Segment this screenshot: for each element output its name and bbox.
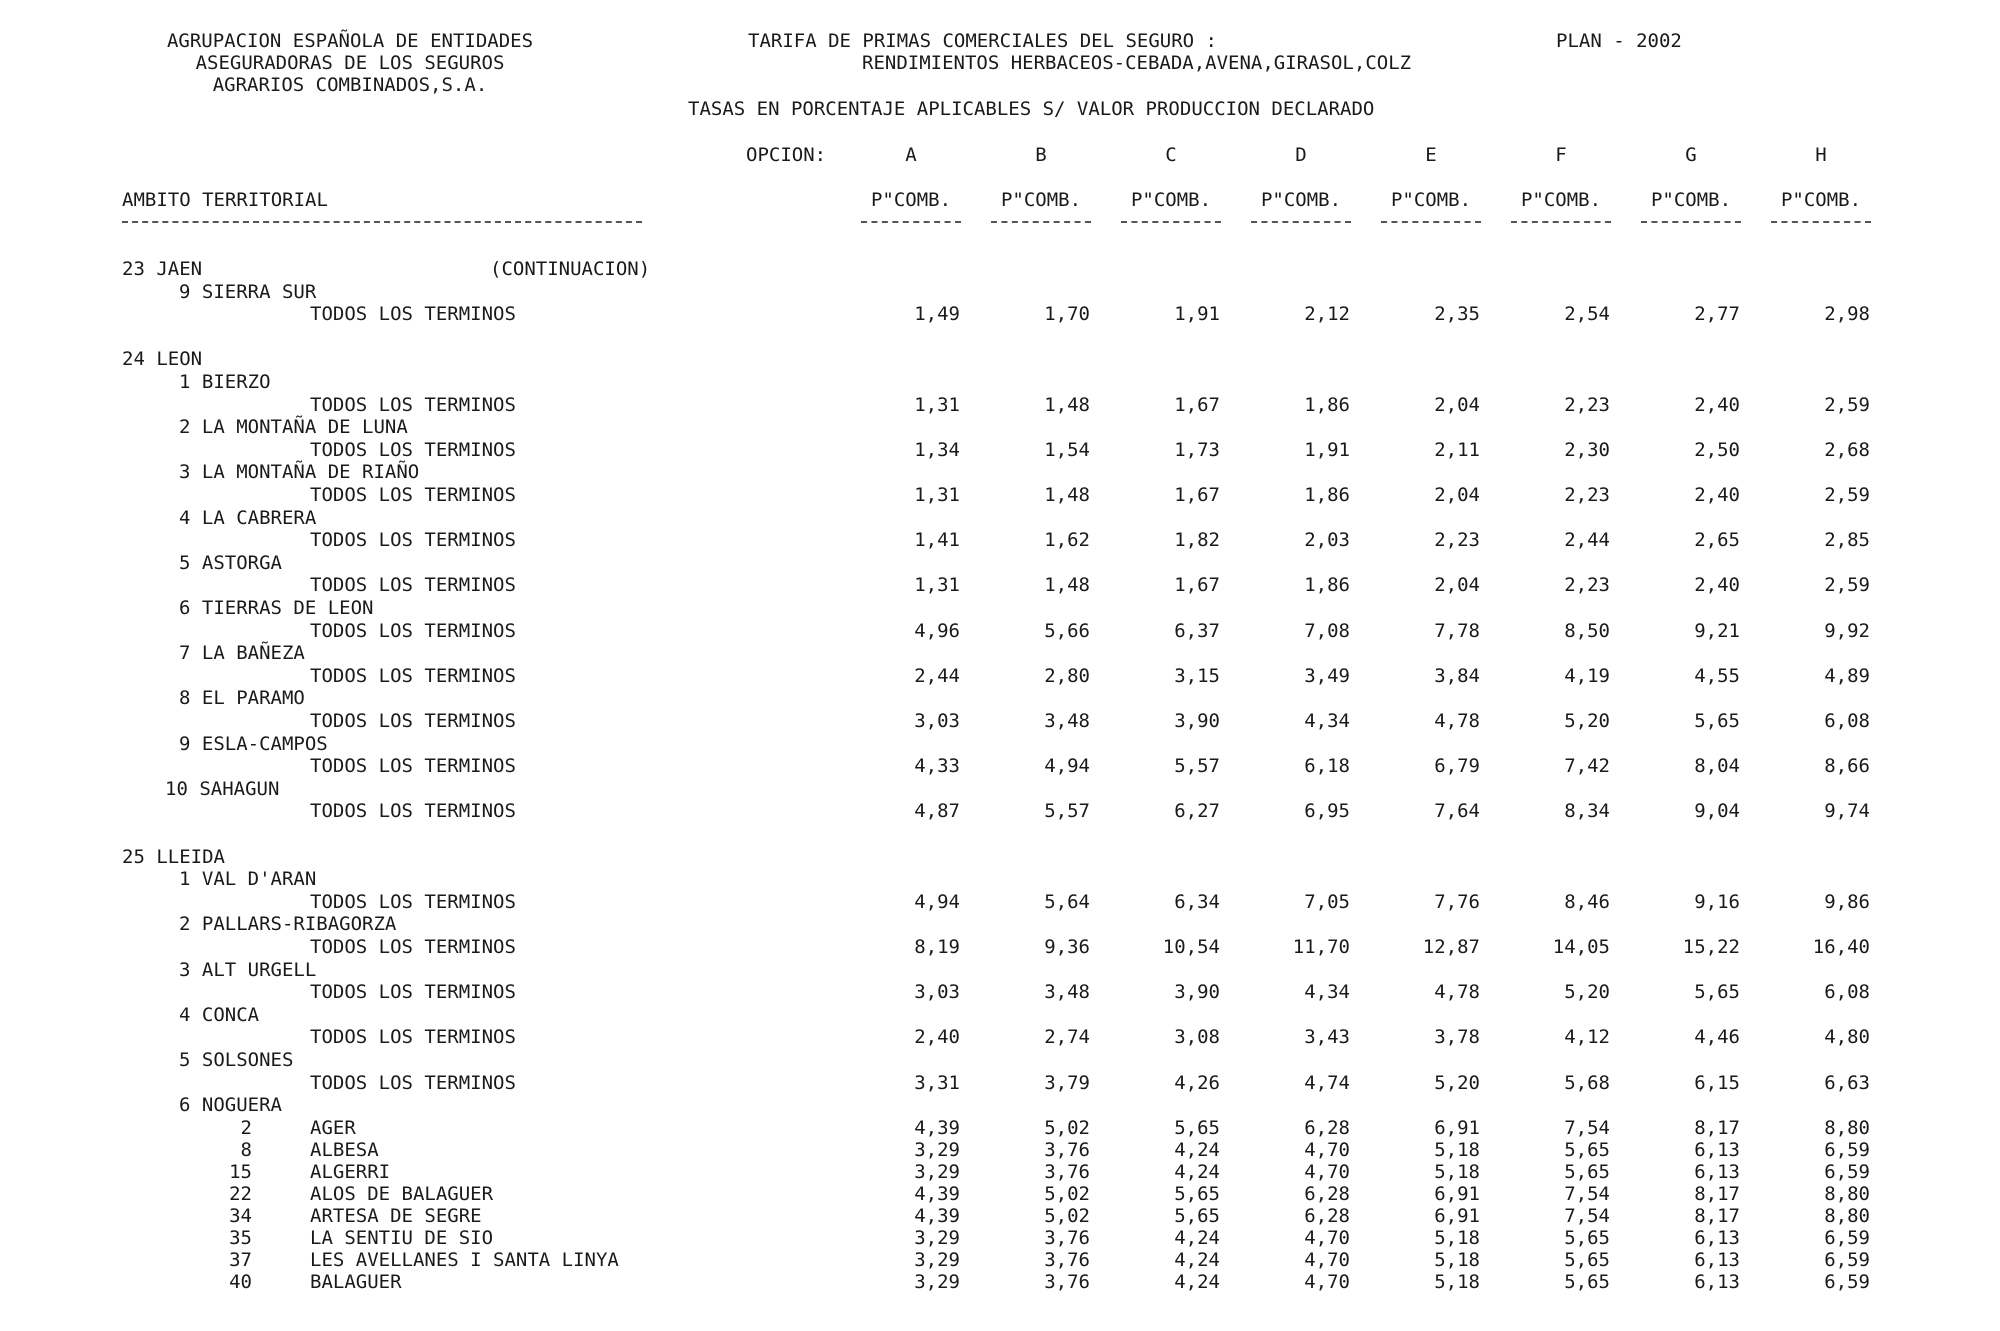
rate-cell: 1,48 bbox=[1044, 574, 1090, 597]
rate-cell: 1,31 bbox=[914, 484, 960, 506]
rate-cell: 9,86 bbox=[1824, 890, 1870, 913]
rate-cell: 6,95 bbox=[1304, 800, 1350, 823]
column-underline bbox=[1121, 221, 1221, 223]
rate-cell: 4,24 bbox=[1174, 1226, 1220, 1249]
title-line-1: TARIFA DE PRIMAS COMERCIALES DEL SEGURO : bbox=[748, 30, 1217, 52]
rate-cell: 5,65 bbox=[1694, 981, 1740, 1004]
rate-cell: 6,13 bbox=[1694, 1160, 1740, 1183]
rate-cell: 3,49 bbox=[1304, 664, 1350, 687]
terms-label: TODOS LOS TERMINOS bbox=[310, 890, 516, 913]
rate-cell: 5,02 bbox=[1044, 1182, 1090, 1205]
rate-cell: 11,70 bbox=[1292, 936, 1350, 958]
terms-label: TODOS LOS TERMINOS bbox=[310, 574, 516, 597]
rate-cell: 6,59 bbox=[1824, 1138, 1870, 1161]
rate-cell: 5,18 bbox=[1434, 1226, 1480, 1249]
municipality-name: BALAGUER bbox=[310, 1270, 402, 1293]
rate-cell: 4,24 bbox=[1174, 1138, 1220, 1161]
rate-cell: 4,96 bbox=[914, 619, 960, 642]
municipality-number: 15 bbox=[229, 1160, 252, 1183]
option-letter: D bbox=[1295, 144, 1307, 166]
rate-cell: 4,70 bbox=[1304, 1160, 1350, 1183]
terms-label: TODOS LOS TERMINOS bbox=[310, 710, 516, 732]
rate-cell: 2,80 bbox=[1044, 664, 1090, 687]
rate-cell: 16,40 bbox=[1812, 936, 1870, 958]
terms-label: TODOS LOS TERMINOS bbox=[310, 1026, 516, 1049]
rate-cell: 4,55 bbox=[1694, 664, 1740, 687]
rate-cell: 2,40 bbox=[1694, 574, 1740, 597]
column-underline bbox=[1641, 221, 1741, 223]
rate-cell: 5,20 bbox=[1564, 710, 1610, 732]
rate-cell: 4,46 bbox=[1694, 1026, 1740, 1049]
rate-cell: 6,59 bbox=[1824, 1248, 1870, 1271]
option-letter: E bbox=[1425, 144, 1437, 166]
rate-cell: 4,70 bbox=[1304, 1138, 1350, 1161]
rate-cell: 6,59 bbox=[1824, 1160, 1870, 1183]
province-heading: 23 JAEN bbox=[122, 258, 203, 280]
rate-cell: 3,15 bbox=[1174, 664, 1220, 687]
column-label: P"COMB. bbox=[1390, 189, 1472, 211]
rate-cell: 1,86 bbox=[1304, 484, 1350, 506]
rate-cell: 5,20 bbox=[1434, 1071, 1480, 1094]
rate-cell: 5,57 bbox=[1174, 755, 1220, 778]
title-line-2: RENDIMIENTOS HERBACEOS-CEBADA,AVENA,GIRASOL,COLZ bbox=[862, 52, 1412, 74]
comarca-heading: 5 ASTORGA bbox=[179, 551, 282, 574]
comarca-heading: 6 NOGUERA bbox=[179, 1094, 282, 1117]
municipality-number: 40 bbox=[229, 1270, 252, 1293]
terms-label: TODOS LOS TERMINOS bbox=[310, 755, 516, 778]
rate-cell: 1,31 bbox=[914, 574, 960, 597]
option-label: OPCION: bbox=[746, 144, 827, 166]
rate-cell: 7,42 bbox=[1564, 755, 1610, 778]
rate-cell: 3,76 bbox=[1044, 1226, 1090, 1249]
option-letter: A bbox=[905, 144, 917, 166]
rate-cell: 1,91 bbox=[1304, 438, 1350, 461]
municipality-name: ALOS DE BALAGUER bbox=[310, 1182, 494, 1205]
rate-cell: 3,76 bbox=[1044, 1160, 1090, 1183]
rate-cell: 8,50 bbox=[1564, 619, 1610, 642]
rate-cell: 5,18 bbox=[1434, 1270, 1480, 1293]
rate-cell: 2,40 bbox=[914, 1026, 960, 1049]
column-underline bbox=[861, 221, 961, 223]
rate-cell: 2,77 bbox=[1694, 303, 1740, 326]
rate-cell: 1,67 bbox=[1174, 484, 1220, 506]
rate-cell: 4,89 bbox=[1824, 664, 1870, 687]
rate-cell: 5,65 bbox=[1564, 1226, 1610, 1249]
rate-cell: 1,34 bbox=[914, 438, 960, 461]
rate-cell: 8,17 bbox=[1694, 1182, 1740, 1205]
rate-cell: 4,24 bbox=[1174, 1248, 1220, 1271]
rate-cell: 6,63 bbox=[1824, 1071, 1870, 1094]
terms-label: TODOS LOS TERMINOS bbox=[310, 619, 516, 642]
rate-cell: 2,59 bbox=[1824, 393, 1870, 416]
municipality-name: LA SENTIU DE SIO bbox=[310, 1226, 494, 1249]
rate-cell: 2,40 bbox=[1694, 393, 1740, 416]
rate-cell: 8,19 bbox=[914, 936, 960, 958]
rate-cell: 3,43 bbox=[1304, 1026, 1350, 1049]
rate-cell: 2,59 bbox=[1824, 484, 1870, 506]
rate-cell: 5,18 bbox=[1434, 1248, 1480, 1271]
rate-cell: 1,91 bbox=[1174, 303, 1220, 326]
rate-cell: 6,91 bbox=[1434, 1116, 1480, 1139]
rate-cell: 7,76 bbox=[1434, 890, 1480, 913]
column-label: P"COMB. bbox=[1520, 189, 1602, 211]
rate-cell: 4,74 bbox=[1304, 1071, 1350, 1094]
rate-cell: 9,16 bbox=[1694, 890, 1740, 913]
terms-label: TODOS LOS TERMINOS bbox=[310, 664, 516, 687]
rate-cell: 1,54 bbox=[1044, 438, 1090, 461]
comarca-heading: 1 BIERZO bbox=[179, 371, 271, 393]
ambito-underline bbox=[122, 221, 642, 223]
rate-cell: 3,84 bbox=[1434, 664, 1480, 687]
rate-cell: 2,54 bbox=[1564, 303, 1610, 326]
rate-cell: 5,65 bbox=[1694, 710, 1740, 732]
rate-cell: 2,04 bbox=[1434, 484, 1480, 506]
rate-cell: 2,30 bbox=[1564, 438, 1610, 461]
comarca-heading: 3 LA MONTAÑA DE RIAÑO bbox=[179, 461, 420, 484]
rate-cell: 2,40 bbox=[1694, 484, 1740, 506]
rate-cell: 5,66 bbox=[1044, 619, 1090, 642]
rate-cell: 7,05 bbox=[1304, 890, 1350, 913]
rate-cell: 1,48 bbox=[1044, 484, 1090, 506]
rate-cell: 5,02 bbox=[1044, 1116, 1090, 1139]
rate-cell: 2,35 bbox=[1434, 303, 1480, 326]
rate-cell: 10,54 bbox=[1162, 936, 1220, 958]
rate-cell: 15,22 bbox=[1682, 936, 1740, 958]
rate-cell: 1,86 bbox=[1304, 574, 1350, 597]
rate-cell: 4,39 bbox=[914, 1116, 960, 1139]
province-heading: 25 LLEIDA bbox=[122, 845, 225, 868]
rate-cell: 6,34 bbox=[1174, 890, 1220, 913]
column-label: P"COMB. bbox=[870, 189, 952, 211]
rate-cell: 4,34 bbox=[1304, 981, 1350, 1004]
rate-cell: 1,49 bbox=[914, 303, 960, 326]
rate-cell: 5,65 bbox=[1564, 1160, 1610, 1183]
option-letter: G bbox=[1685, 144, 1697, 166]
rate-cell: 3,08 bbox=[1174, 1026, 1220, 1049]
rate-cell: 7,78 bbox=[1434, 619, 1480, 642]
rate-cell: 9,04 bbox=[1694, 800, 1740, 823]
rate-cell: 9,36 bbox=[1044, 936, 1090, 958]
rate-cell: 6,37 bbox=[1174, 619, 1220, 642]
plan-label: PLAN - 2002 bbox=[1556, 30, 1682, 52]
rate-cell: 1,70 bbox=[1044, 303, 1090, 326]
rate-cell: 3,90 bbox=[1174, 981, 1220, 1004]
rate-cell: 1,31 bbox=[914, 393, 960, 416]
rate-cell: 1,48 bbox=[1044, 393, 1090, 416]
rate-cell: 9,21 bbox=[1694, 619, 1740, 642]
rate-cell: 4,94 bbox=[914, 890, 960, 913]
terms-label: TODOS LOS TERMINOS bbox=[310, 303, 516, 326]
municipality-number: 34 bbox=[229, 1204, 252, 1227]
column-underline bbox=[991, 221, 1091, 223]
rate-cell: 3,29 bbox=[914, 1138, 960, 1161]
rate-cell: 7,08 bbox=[1304, 619, 1350, 642]
rate-cell: 3,76 bbox=[1044, 1270, 1090, 1293]
rate-cell: 4,24 bbox=[1174, 1270, 1220, 1293]
option-letter: F bbox=[1555, 144, 1567, 166]
rate-cell: 3,90 bbox=[1174, 710, 1220, 732]
comarca-heading: 7 LA BAÑEZA bbox=[179, 642, 305, 665]
rate-cell: 4,80 bbox=[1824, 1026, 1870, 1049]
rate-cell: 6,79 bbox=[1434, 755, 1480, 778]
column-underline bbox=[1251, 221, 1351, 223]
terms-label: TODOS LOS TERMINOS bbox=[310, 936, 516, 958]
rate-cell: 6,28 bbox=[1304, 1182, 1350, 1205]
rate-cell: 4,94 bbox=[1044, 755, 1090, 778]
rate-cell: 1,62 bbox=[1044, 529, 1090, 552]
rate-cell: 4,87 bbox=[914, 800, 960, 823]
rate-cell: 5,65 bbox=[1174, 1182, 1220, 1205]
rate-cell: 8,80 bbox=[1824, 1204, 1870, 1227]
rate-cell: 3,29 bbox=[914, 1248, 960, 1271]
rate-cell: 2,23 bbox=[1564, 393, 1610, 416]
rate-cell: 3,78 bbox=[1434, 1026, 1480, 1049]
rate-cell: 2,03 bbox=[1304, 529, 1350, 552]
terms-label: TODOS LOS TERMINOS bbox=[310, 981, 516, 1004]
rate-cell: 3,29 bbox=[914, 1226, 960, 1249]
rate-cell: 3,03 bbox=[914, 710, 960, 732]
rate-cell: 2,50 bbox=[1694, 438, 1740, 461]
terms-label: TODOS LOS TERMINOS bbox=[310, 393, 516, 416]
rate-cell: 4,34 bbox=[1304, 710, 1350, 732]
rate-cell: 1,41 bbox=[914, 529, 960, 552]
rate-cell: 5,20 bbox=[1564, 981, 1610, 1004]
rate-cell: 7,64 bbox=[1434, 800, 1480, 823]
municipality-name: ALGERRI bbox=[310, 1160, 391, 1183]
rate-cell: 6,27 bbox=[1174, 800, 1220, 823]
rate-cell: 7,54 bbox=[1564, 1204, 1610, 1227]
rate-cell: 4,33 bbox=[914, 755, 960, 778]
rate-cell: 2,74 bbox=[1044, 1026, 1090, 1049]
municipality-name: ARTESA DE SEGRE bbox=[310, 1204, 482, 1227]
rate-cell: 3,03 bbox=[914, 981, 960, 1004]
rate-cell: 8,17 bbox=[1694, 1204, 1740, 1227]
rate-cell: 2,59 bbox=[1824, 574, 1870, 597]
comarca-heading: 9 ESLA-CAMPOS bbox=[179, 732, 328, 755]
rate-cell: 9,74 bbox=[1824, 800, 1870, 823]
rate-cell: 3,29 bbox=[914, 1270, 960, 1293]
rate-cell: 2,12 bbox=[1304, 303, 1350, 326]
terms-label: TODOS LOS TERMINOS bbox=[310, 484, 516, 506]
column-label: P"COMB. bbox=[1130, 189, 1212, 211]
municipality-name: AGER bbox=[310, 1116, 356, 1139]
municipality-number: 8 bbox=[240, 1138, 252, 1161]
province-heading: 24 LEON bbox=[122, 348, 203, 371]
rate-cell: 8,34 bbox=[1564, 800, 1610, 823]
rate-cell: 2,44 bbox=[914, 664, 960, 687]
column-label: P"COMB. bbox=[1000, 189, 1082, 211]
rate-cell: 4,70 bbox=[1304, 1226, 1350, 1249]
terms-label: TODOS LOS TERMINOS bbox=[310, 529, 516, 552]
rate-cell: 2,44 bbox=[1564, 529, 1610, 552]
rate-cell: 5,65 bbox=[1174, 1204, 1220, 1227]
rate-cell: 5,57 bbox=[1044, 800, 1090, 823]
terms-label: TODOS LOS TERMINOS bbox=[310, 1071, 516, 1094]
rate-cell: 1,67 bbox=[1174, 574, 1220, 597]
rate-cell: 1,82 bbox=[1174, 529, 1220, 552]
rate-cell: 4,39 bbox=[914, 1182, 960, 1205]
comarca-heading: 3 ALT URGELL bbox=[179, 958, 317, 981]
rate-cell: 1,73 bbox=[1174, 438, 1220, 461]
rate-cell: 6,13 bbox=[1694, 1270, 1740, 1293]
municipality-name: ALBESA bbox=[310, 1138, 379, 1161]
rate-cell: 1,86 bbox=[1304, 393, 1350, 416]
rate-cell: 2,85 bbox=[1824, 529, 1870, 552]
rate-cell: 4,39 bbox=[914, 1204, 960, 1227]
rate-cell: 6,28 bbox=[1304, 1116, 1350, 1139]
terms-label: TODOS LOS TERMINOS bbox=[310, 438, 516, 461]
comarca-heading: 6 TIERRAS DE LEON bbox=[179, 597, 374, 619]
municipality-name: LES AVELLANES I SANTA LINYA bbox=[310, 1248, 619, 1271]
rate-cell: 8,17 bbox=[1694, 1116, 1740, 1139]
comarca-heading: 10 SAHAGUN bbox=[165, 777, 280, 800]
rate-cell: 3,76 bbox=[1044, 1248, 1090, 1271]
rate-cell: 2,04 bbox=[1434, 574, 1480, 597]
comarca-heading: 4 LA CABRERA bbox=[179, 506, 317, 529]
rate-cell: 2,65 bbox=[1694, 529, 1740, 552]
rate-cell: 4,70 bbox=[1304, 1270, 1350, 1293]
municipality-number: 22 bbox=[229, 1182, 252, 1205]
comarca-heading: 1 VAL D'ARAN bbox=[179, 868, 317, 891]
rate-cell: 4,78 bbox=[1434, 710, 1480, 732]
rate-cell: 6,28 bbox=[1304, 1204, 1350, 1227]
rate-cell: 5,68 bbox=[1564, 1071, 1610, 1094]
municipality-number: 37 bbox=[229, 1248, 252, 1271]
subtitle: TASAS EN PORCENTAJE APLICABLES S/ VALOR PRODUCCION DECLARADO bbox=[688, 98, 1375, 120]
rate-cell: 5,02 bbox=[1044, 1204, 1090, 1227]
comarca-heading: 2 LA MONTAÑA DE LUNA bbox=[179, 416, 408, 439]
rate-cell: 6,59 bbox=[1824, 1270, 1870, 1293]
rate-cell: 5,18 bbox=[1434, 1160, 1480, 1183]
rate-cell: 6,13 bbox=[1694, 1248, 1740, 1271]
rate-cell: 5,65 bbox=[1564, 1138, 1610, 1161]
option-letter: H bbox=[1815, 144, 1827, 166]
rate-cell: 5,65 bbox=[1564, 1270, 1610, 1293]
rate-cell: 9,92 bbox=[1824, 619, 1870, 642]
rate-cell: 3,48 bbox=[1044, 981, 1090, 1004]
rate-cell: 1,67 bbox=[1174, 393, 1220, 416]
rate-cell: 6,15 bbox=[1694, 1071, 1740, 1094]
rate-cell: 3,79 bbox=[1044, 1071, 1090, 1094]
rate-cell: 3,31 bbox=[914, 1071, 960, 1094]
comarca-heading: 8 EL PARAMO bbox=[179, 687, 305, 710]
rate-cell: 7,54 bbox=[1564, 1182, 1610, 1205]
rate-cell: 2,23 bbox=[1564, 574, 1610, 597]
option-letter: B bbox=[1035, 144, 1047, 166]
comarca-heading: 4 CONCA bbox=[179, 1003, 260, 1026]
continuation-note: (CONTINUACION) bbox=[490, 258, 651, 280]
column-underline bbox=[1511, 221, 1611, 223]
rate-cell: 14,05 bbox=[1552, 936, 1610, 958]
column-underline bbox=[1771, 221, 1871, 223]
option-letter: C bbox=[1165, 144, 1177, 166]
rate-cell: 6,59 bbox=[1824, 1226, 1870, 1249]
rate-cell: 8,66 bbox=[1824, 755, 1870, 778]
rate-cell: 4,12 bbox=[1564, 1026, 1610, 1049]
rate-cell: 2,68 bbox=[1824, 438, 1870, 461]
rate-cell: 2,11 bbox=[1434, 438, 1480, 461]
rate-cell: 6,13 bbox=[1694, 1138, 1740, 1161]
terms-label: TODOS LOS TERMINOS bbox=[310, 800, 516, 823]
rate-cell: 8,46 bbox=[1564, 890, 1610, 913]
rate-cell: 4,26 bbox=[1174, 1071, 1220, 1094]
rate-cell: 6,08 bbox=[1824, 710, 1870, 732]
rate-cell: 8,80 bbox=[1824, 1182, 1870, 1205]
rate-cell: 5,65 bbox=[1564, 1248, 1610, 1271]
org-line-1: AGRUPACION ESPAÑOLA DE ENTIDADES bbox=[166, 30, 534, 52]
rate-cell: 2,98 bbox=[1824, 303, 1870, 326]
rate-cell: 2,23 bbox=[1434, 529, 1480, 552]
rate-cell: 6,08 bbox=[1824, 981, 1870, 1004]
rate-cell: 3,29 bbox=[914, 1160, 960, 1183]
comarca-heading: 9 SIERRA SUR bbox=[179, 280, 317, 303]
rate-cell: 4,19 bbox=[1564, 664, 1610, 687]
column-label: P"COMB. bbox=[1780, 189, 1862, 211]
rate-cell: 4,24 bbox=[1174, 1160, 1220, 1183]
rate-cell: 3,76 bbox=[1044, 1138, 1090, 1161]
rate-cell: 4,78 bbox=[1434, 981, 1480, 1004]
rate-cell: 4,70 bbox=[1304, 1248, 1350, 1271]
rate-cell: 6,18 bbox=[1304, 755, 1350, 778]
rate-cell: 8,80 bbox=[1824, 1116, 1870, 1139]
rate-cell: 8,04 bbox=[1694, 755, 1740, 778]
column-label: P"COMB. bbox=[1650, 189, 1732, 211]
rate-cell: 2,04 bbox=[1434, 393, 1480, 416]
org-line-3: AGRARIOS COMBINADOS,S.A. bbox=[212, 74, 488, 96]
rate-cell: 6,91 bbox=[1434, 1204, 1480, 1227]
rate-cell: 12,87 bbox=[1422, 936, 1480, 958]
column-underline bbox=[1381, 221, 1481, 223]
rate-cell: 3,48 bbox=[1044, 710, 1090, 732]
ambito-label: AMBITO TERRITORIAL bbox=[122, 189, 328, 211]
rate-cell: 6,13 bbox=[1694, 1226, 1740, 1249]
rate-cell: 5,18 bbox=[1434, 1138, 1480, 1161]
comarca-heading: 5 SOLSONES bbox=[179, 1049, 294, 1071]
rate-cell: 7,54 bbox=[1564, 1116, 1610, 1139]
org-line-2: ASEGURADORAS DE LOS SEGUROS bbox=[195, 52, 505, 74]
rate-cell: 5,65 bbox=[1174, 1116, 1220, 1139]
column-label: P"COMB. bbox=[1260, 189, 1342, 211]
rate-cell: 6,91 bbox=[1434, 1182, 1480, 1205]
rate-cell: 2,23 bbox=[1564, 484, 1610, 506]
municipality-number: 2 bbox=[240, 1116, 252, 1139]
municipality-number: 35 bbox=[229, 1226, 252, 1249]
comarca-heading: 2 PALLARS-RIBAGORZA bbox=[179, 913, 397, 936]
rate-cell: 5,64 bbox=[1044, 890, 1090, 913]
